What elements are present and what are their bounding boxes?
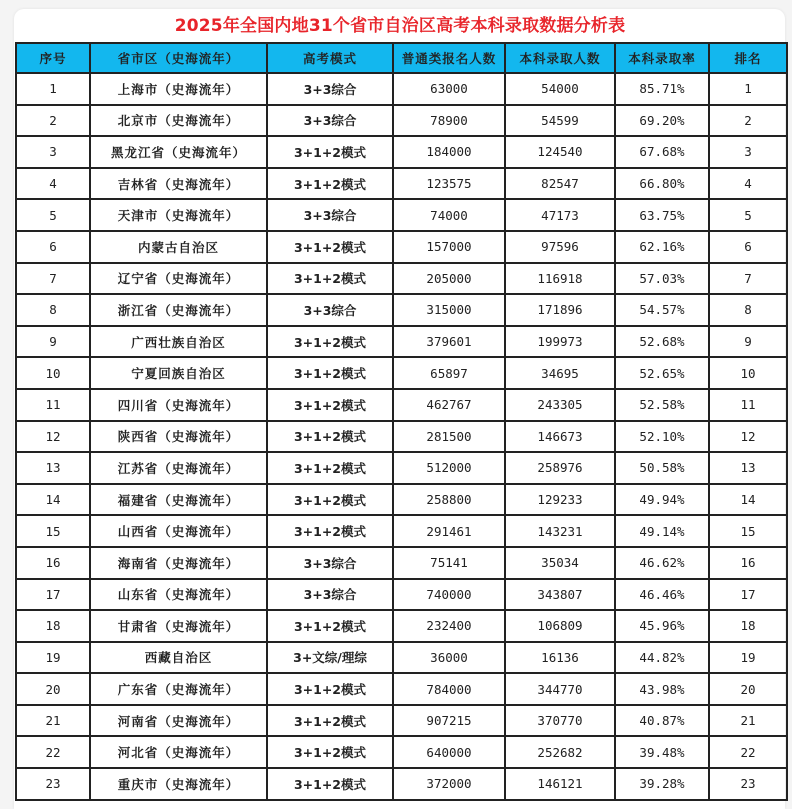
cell-no: 18 — [16, 610, 90, 642]
cell-rate: 62.16% — [615, 231, 709, 263]
cell-rank: 20 — [709, 673, 787, 705]
cell-rank: 4 — [709, 168, 787, 200]
column-header-no: 序号 — [16, 43, 90, 73]
cell-region: 重庆市（史海流年） — [90, 768, 267, 800]
cell-admitted: 129233 — [505, 484, 615, 516]
cell-region: 上海市（史海流年） — [90, 73, 267, 105]
cell-rank: 3 — [709, 136, 787, 168]
cell-region: 黑龙江省（史海流年） — [90, 136, 267, 168]
cell-rate: 52.65% — [615, 357, 709, 389]
cell-mode: 3+1+2模式 — [267, 168, 393, 200]
cell-rank: 11 — [709, 389, 787, 421]
column-header-admitted: 本科录取人数 — [505, 43, 615, 73]
cell-rate: 49.94% — [615, 484, 709, 516]
cell-mode: 3+3综合 — [267, 105, 393, 137]
cell-rate: 39.48% — [615, 736, 709, 768]
cell-no: 8 — [16, 294, 90, 326]
column-header-rate: 本科录取率 — [615, 43, 709, 73]
cell-region: 陕西省（史海流年） — [90, 421, 267, 453]
cell-mode: 3+1+2模式 — [267, 673, 393, 705]
cell-applicants: 63000 — [393, 73, 505, 105]
cell-admitted: 54000 — [505, 73, 615, 105]
cell-region: 江苏省（史海流年） — [90, 452, 267, 484]
cell-rank: 14 — [709, 484, 787, 516]
cell-mode: 3+1+2模式 — [267, 263, 393, 295]
cell-region: 山西省（史海流年） — [90, 515, 267, 547]
cell-rank: 15 — [709, 515, 787, 547]
cell-region: 河南省（史海流年） — [90, 705, 267, 737]
table-row — [16, 231, 787, 263]
table-row — [16, 357, 787, 389]
cell-no: 14 — [16, 484, 90, 516]
cell-applicants: 907215 — [393, 705, 505, 737]
cell-applicants: 123575 — [393, 168, 505, 200]
cell-admitted: 47173 — [505, 199, 615, 231]
cell-rank: 8 — [709, 294, 787, 326]
cell-rate: 49.14% — [615, 515, 709, 547]
table-row — [16, 294, 787, 326]
cell-rank: 7 — [709, 263, 787, 295]
cell-admitted: 343807 — [505, 579, 615, 611]
cell-rank: 12 — [709, 421, 787, 453]
cell-rank: 2 — [709, 105, 787, 137]
table-row — [16, 263, 787, 295]
cell-rank: 16 — [709, 547, 787, 579]
cell-mode: 3+1+2模式 — [267, 452, 393, 484]
cell-region: 天津市（史海流年） — [90, 199, 267, 231]
cell-mode: 3+1+2模式 — [267, 736, 393, 768]
cell-mode: 3+1+2模式 — [267, 484, 393, 516]
cell-rate: 43.98% — [615, 673, 709, 705]
cell-region: 宁夏回族自治区 — [90, 357, 267, 389]
cell-no: 4 — [16, 168, 90, 200]
cell-rate: 52.10% — [615, 421, 709, 453]
cell-region: 福建省（史海流年） — [90, 484, 267, 516]
column-header-rank: 排名 — [709, 43, 787, 73]
cell-no: 2 — [16, 105, 90, 137]
cell-applicants: 512000 — [393, 452, 505, 484]
cell-applicants: 65897 — [393, 357, 505, 389]
cell-mode: 3+1+2模式 — [267, 705, 393, 737]
cell-mode: 3+1+2模式 — [267, 136, 393, 168]
cell-rate: 57.03% — [615, 263, 709, 295]
cell-applicants: 379601 — [393, 326, 505, 358]
table-row — [16, 673, 787, 705]
cell-region: 西藏自治区 — [90, 642, 267, 674]
cell-applicants: 640000 — [393, 736, 505, 768]
cell-admitted: 34695 — [505, 357, 615, 389]
cell-admitted: 171896 — [505, 294, 615, 326]
cell-admitted: 54599 — [505, 105, 615, 137]
cell-rank: 5 — [709, 199, 787, 231]
cell-no: 19 — [16, 642, 90, 674]
cell-rate: 69.20% — [615, 105, 709, 137]
table-row — [16, 389, 787, 421]
cell-no: 3 — [16, 136, 90, 168]
cell-region: 北京市（史海流年） — [90, 105, 267, 137]
cell-no: 9 — [16, 326, 90, 358]
table-row — [16, 105, 787, 137]
cell-rate: 46.46% — [615, 579, 709, 611]
cell-admitted: 97596 — [505, 231, 615, 263]
cell-no: 7 — [16, 263, 90, 295]
cell-rate: 39.28% — [615, 768, 709, 800]
table-row — [16, 736, 787, 768]
cell-rate: 52.68% — [615, 326, 709, 358]
cell-applicants: 78900 — [393, 105, 505, 137]
cell-admitted: 146673 — [505, 421, 615, 453]
cell-admitted: 258976 — [505, 452, 615, 484]
cell-no: 23 — [16, 768, 90, 800]
cell-rate: 52.58% — [615, 389, 709, 421]
table-row — [16, 547, 787, 579]
cell-no: 21 — [16, 705, 90, 737]
cell-mode: 3+3综合 — [267, 547, 393, 579]
cell-rate: 66.80% — [615, 168, 709, 200]
table-row — [16, 484, 787, 516]
cell-region: 吉林省（史海流年） — [90, 168, 267, 200]
cell-admitted: 146121 — [505, 768, 615, 800]
cell-admitted: 106809 — [505, 610, 615, 642]
cell-rank: 1 — [709, 73, 787, 105]
cell-applicants: 462767 — [393, 389, 505, 421]
cell-region: 辽宁省（史海流年） — [90, 263, 267, 295]
table-body — [16, 73, 787, 800]
cell-no: 17 — [16, 579, 90, 611]
cell-applicants: 740000 — [393, 579, 505, 611]
header-row — [16, 43, 787, 73]
cell-no: 12 — [16, 421, 90, 453]
column-header-mode: 高考模式 — [267, 43, 393, 73]
table-row — [16, 326, 787, 358]
cell-applicants: 205000 — [393, 263, 505, 295]
table-row — [16, 705, 787, 737]
table-row — [16, 642, 787, 674]
cell-mode: 3+3综合 — [267, 579, 393, 611]
cell-region: 甘肃省（史海流年） — [90, 610, 267, 642]
cell-applicants: 232400 — [393, 610, 505, 642]
cell-mode: 3+3综合 — [267, 294, 393, 326]
cell-no: 13 — [16, 452, 90, 484]
cell-admitted: 16136 — [505, 642, 615, 674]
cell-rate: 63.75% — [615, 199, 709, 231]
cell-rank: 17 — [709, 579, 787, 611]
cell-region: 四川省（史海流年） — [90, 389, 267, 421]
cell-mode: 3+文综/理综 — [267, 642, 393, 674]
cell-applicants: 75141 — [393, 547, 505, 579]
cell-applicants: 36000 — [393, 642, 505, 674]
cell-region: 广东省（史海流年） — [90, 673, 267, 705]
cell-admitted: 116918 — [505, 263, 615, 295]
table-row — [16, 421, 787, 453]
cell-region: 广西壮族自治区 — [90, 326, 267, 358]
cell-rate: 45.96% — [615, 610, 709, 642]
cell-rank: 13 — [709, 452, 787, 484]
cell-mode: 3+1+2模式 — [267, 421, 393, 453]
table-row — [16, 610, 787, 642]
cell-admitted: 82547 — [505, 168, 615, 200]
cell-admitted: 370770 — [505, 705, 615, 737]
cell-rate: 50.58% — [615, 452, 709, 484]
cell-rank: 21 — [709, 705, 787, 737]
cell-no: 22 — [16, 736, 90, 768]
cell-no: 5 — [16, 199, 90, 231]
cell-region: 浙江省（史海流年） — [90, 294, 267, 326]
cell-admitted: 143231 — [505, 515, 615, 547]
cell-region: 山东省（史海流年） — [90, 579, 267, 611]
cell-mode: 3+3综合 — [267, 73, 393, 105]
cell-rank: 22 — [709, 736, 787, 768]
cell-mode: 3+1+2模式 — [267, 326, 393, 358]
cell-mode: 3+3综合 — [267, 199, 393, 231]
table-row — [16, 168, 787, 200]
cell-applicants: 281500 — [393, 421, 505, 453]
cell-admitted: 344770 — [505, 673, 615, 705]
table-row — [16, 199, 787, 231]
table-row — [16, 136, 787, 168]
cell-rank: 19 — [709, 642, 787, 674]
column-header-region: 省市区（史海流年） — [90, 43, 267, 73]
column-header-applicants: 普通类报名人数 — [393, 43, 505, 73]
table-row — [16, 768, 787, 800]
cell-mode: 3+1+2模式 — [267, 515, 393, 547]
cell-no: 1 — [16, 73, 90, 105]
cell-applicants: 315000 — [393, 294, 505, 326]
table-row — [16, 452, 787, 484]
cell-rate: 54.57% — [615, 294, 709, 326]
cell-rate: 85.71% — [615, 73, 709, 105]
cell-applicants: 784000 — [393, 673, 505, 705]
cell-rate: 40.87% — [615, 705, 709, 737]
cell-applicants: 291461 — [393, 515, 505, 547]
cell-applicants: 372000 — [393, 768, 505, 800]
cell-no: 20 — [16, 673, 90, 705]
cell-no: 15 — [16, 515, 90, 547]
cell-applicants: 258800 — [393, 484, 505, 516]
table-row — [16, 515, 787, 547]
cell-applicants: 74000 — [393, 199, 505, 231]
cell-no: 10 — [16, 357, 90, 389]
cell-applicants: 157000 — [393, 231, 505, 263]
cell-mode: 3+1+2模式 — [267, 231, 393, 263]
cell-admitted: 35034 — [505, 547, 615, 579]
cell-mode: 3+1+2模式 — [267, 610, 393, 642]
cell-no: 16 — [16, 547, 90, 579]
cell-mode: 3+1+2模式 — [267, 768, 393, 800]
cell-rank: 6 — [709, 231, 787, 263]
page-title: 2025年全国内地31个省市自治区高考本科录取数据分析表 — [174, 16, 626, 36]
cell-mode: 3+1+2模式 — [267, 389, 393, 421]
cell-rank: 18 — [709, 610, 787, 642]
cell-region: 内蒙古自治区 — [90, 231, 267, 263]
cell-admitted: 199973 — [505, 326, 615, 358]
cell-admitted: 252682 — [505, 736, 615, 768]
cell-rate: 67.68% — [615, 136, 709, 168]
cell-admitted: 124540 — [505, 136, 615, 168]
admission-data-table — [15, 42, 788, 801]
table-row — [16, 73, 787, 105]
cell-no: 6 — [16, 231, 90, 263]
cell-region: 河北省（史海流年） — [90, 736, 267, 768]
cell-rank: 9 — [709, 326, 787, 358]
cell-mode: 3+1+2模式 — [267, 357, 393, 389]
cell-rank: 10 — [709, 357, 787, 389]
cell-region: 海南省（史海流年） — [90, 547, 267, 579]
cell-rate: 46.62% — [615, 547, 709, 579]
cell-no: 11 — [16, 389, 90, 421]
cell-applicants: 184000 — [393, 136, 505, 168]
cell-admitted: 243305 — [505, 389, 615, 421]
cell-rate: 44.82% — [615, 642, 709, 674]
cell-rank: 23 — [709, 768, 787, 800]
table-row — [16, 579, 787, 611]
